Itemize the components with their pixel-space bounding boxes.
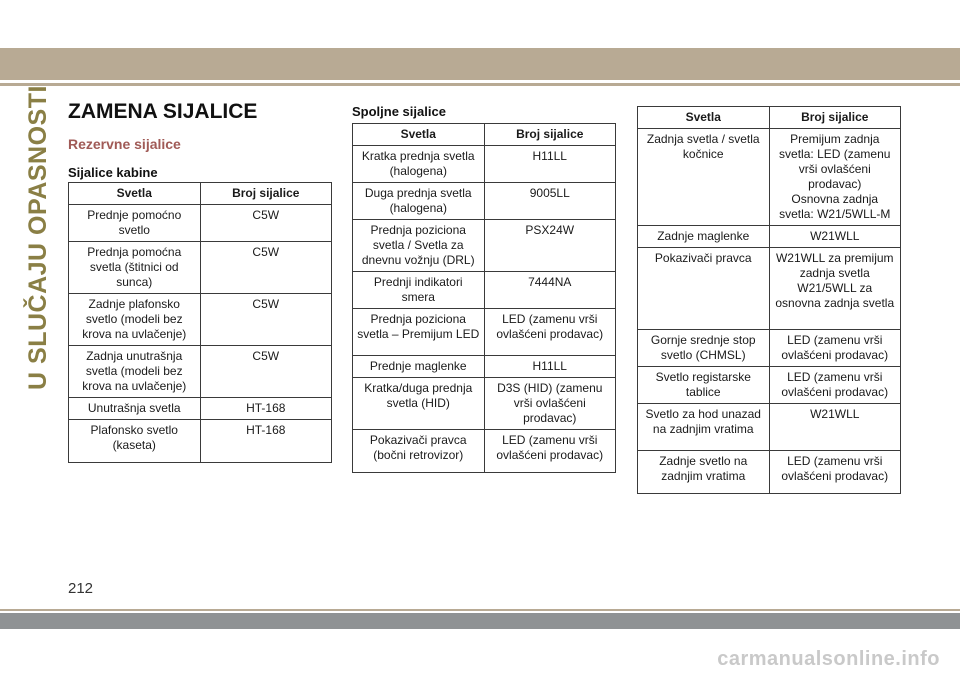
light-name: Zadnje plafonsko svetlo (modeli bez krova na uvlačenje) <box>69 294 201 346</box>
table-row <box>69 398 332 420</box>
bulb-code: C5W <box>200 205 332 242</box>
bulb-code: LED (zamenu vrši ovlašćeni prodavac) <box>484 309 616 356</box>
bulb-code: D3S (HID) (zamenu vrši ovlašćeni prodavac) <box>484 378 616 430</box>
light-name: Pokazivači pravca (bočni retrovizor) <box>353 430 485 473</box>
light-name: Gornje srednje stop svetlo (CHMSL) <box>638 330 770 367</box>
table-row <box>353 146 616 183</box>
bulb-code: W21WLL za premijum zadnja svetla W21/5WLL za osnovna zadnja svetla <box>769 248 901 330</box>
interior-heading: Sijalice kabine <box>68 165 158 180</box>
bulb-code: H11LL <box>484 146 616 183</box>
bulb-code: LED (zamenu vrši ovlašćeni prodavac) <box>484 430 616 473</box>
column-header-bulb: Broj sijalice <box>769 107 901 129</box>
bulb-code: H11LL <box>484 356 616 378</box>
light-name: Plafonsko svetlo (kaseta) <box>69 420 201 463</box>
exterior-heading: Spoljne sijalice <box>352 104 446 119</box>
bulb-code: C5W <box>200 294 332 346</box>
light-name: Prednji indikatori smera <box>353 272 485 309</box>
light-name: Pokazivači pravca <box>638 248 770 330</box>
light-name: Zadnja svetla / svetla kočnice <box>638 129 770 226</box>
section-side-tab <box>18 84 58 390</box>
table-row <box>638 129 901 226</box>
table-row <box>69 242 332 294</box>
light-name: Zadnje svetlo na zadnjim vratima <box>638 451 770 494</box>
table-row <box>353 378 616 430</box>
header-band <box>0 48 960 80</box>
table-row <box>353 356 616 378</box>
table-row <box>353 183 616 220</box>
light-name: Kratka/duga prednja svetla (HID) <box>353 378 485 430</box>
table-row <box>69 294 332 346</box>
page-title: ZAMENA SIJALICE <box>68 100 258 123</box>
table-header-row <box>69 183 332 205</box>
light-name: Prednje maglenke <box>353 356 485 378</box>
column-header-bulb: Broj sijalice <box>484 124 616 146</box>
table-row <box>638 367 901 404</box>
light-name: Prednja poziciona svetla – Premijum LED <box>353 309 485 356</box>
light-name: Duga prednja svetla (halogena) <box>353 183 485 220</box>
table-row <box>638 226 901 248</box>
table-row <box>353 220 616 272</box>
light-name: Prednja pomoćna svetla (štitnici od sunca) <box>69 242 201 294</box>
bulb-code: 9005LL <box>484 183 616 220</box>
rear-bulb-table <box>637 106 901 494</box>
bulb-code: LED (zamenu vrši ovlašćeni prodavac) <box>769 367 901 404</box>
bulb-code: LED (zamenu vrši ovlašćeni prodavac) <box>769 330 901 367</box>
column-header-light: Svetla <box>353 124 485 146</box>
light-name: Kratka prednja svetla (halogena) <box>353 146 485 183</box>
column-header-bulb: Broj sijalice <box>200 183 332 205</box>
bulb-code: C5W <box>200 242 332 294</box>
table-row <box>638 330 901 367</box>
light-name: Prednje pomoćno svetlo <box>69 205 201 242</box>
bulb-code: C5W <box>200 346 332 398</box>
watermark-text: carmanualsonline.info <box>717 648 940 670</box>
bulb-code: LED (zamenu vrši ovlašćeni prodavac) <box>769 451 901 494</box>
table-row <box>69 205 332 242</box>
exterior-bulb-table <box>352 123 616 473</box>
table-header-row <box>638 107 901 129</box>
header-rule <box>0 83 960 86</box>
subsection-title: Rezervne sijalice <box>68 136 181 152</box>
column-header-light: Svetla <box>638 107 770 129</box>
table-row <box>69 346 332 398</box>
table-row <box>353 309 616 356</box>
table-row <box>638 404 901 451</box>
footer-rule <box>0 609 960 611</box>
table-row <box>353 430 616 473</box>
light-name: Zadnja unutrašnja svetla (modeli bez krova na uvlačenje) <box>69 346 201 398</box>
light-name: Zadnje maglenke <box>638 226 770 248</box>
light-name: Prednja poziciona svetla / Svetla za dnevnu vožnju (DRL) <box>353 220 485 272</box>
bulb-code: W21WLL <box>769 226 901 248</box>
page-number: 212 <box>68 580 94 597</box>
bulb-code: PSX24W <box>484 220 616 272</box>
bulb-code: HT-168 <box>200 398 332 420</box>
bulb-code: 7444NA <box>484 272 616 309</box>
bulb-code: HT-168 <box>200 420 332 463</box>
footer-band <box>0 613 960 629</box>
table-row <box>69 420 332 463</box>
bulb-code: Premijum zadnja svetla: LED (zamenu vrši ovlašćeni prodavac) Osnovna zadnja svetla: W21/5WLL-M <box>769 129 901 226</box>
column-header-light: Svetla <box>69 183 201 205</box>
interior-bulb-table <box>68 182 332 463</box>
light-name: Svetlo registarske tablice <box>638 367 770 404</box>
section-side-label: U SLUČAJU OPASNOSTI <box>23 84 52 390</box>
light-name: Unutrašnja svetla <box>69 398 201 420</box>
table-row <box>638 248 901 330</box>
table-row <box>353 272 616 309</box>
table-header-row <box>353 124 616 146</box>
light-name: Svetlo za hod unazad na zadnjim vratima <box>638 404 770 451</box>
table-row <box>638 451 901 494</box>
bulb-code: W21WLL <box>769 404 901 451</box>
